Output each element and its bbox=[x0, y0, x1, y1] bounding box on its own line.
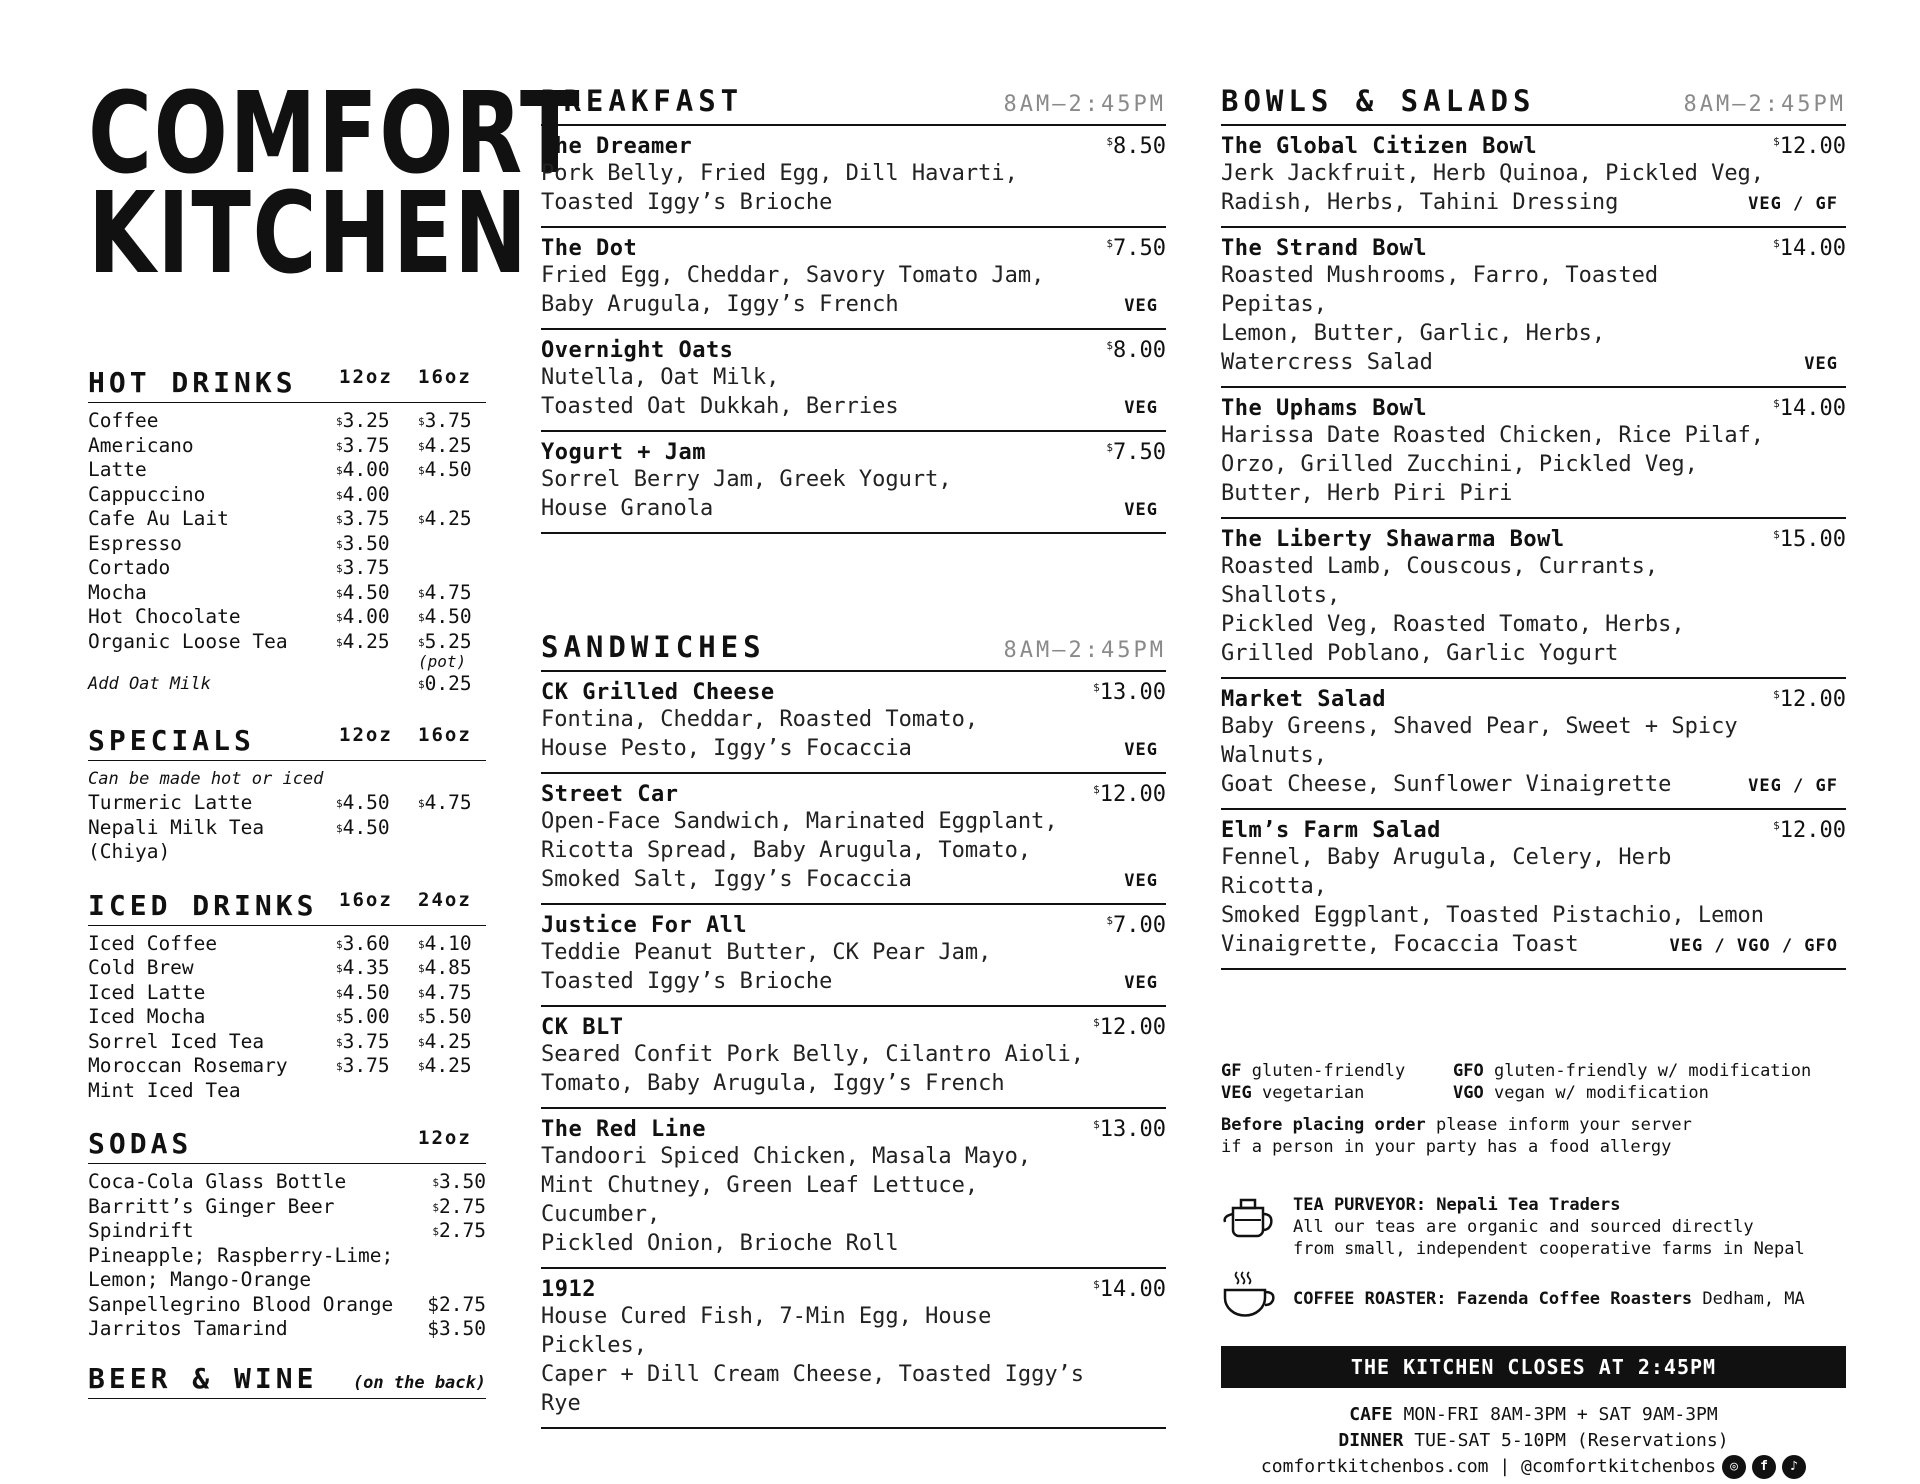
drink-name: Turmeric Latte bbox=[88, 791, 253, 814]
price: $5.00 bbox=[336, 1005, 390, 1028]
drink-name: Cappuccino bbox=[88, 482, 206, 506]
item-name: The Strand Bowl bbox=[1221, 236, 1428, 261]
logo-line-1: COMFORT bbox=[88, 69, 582, 199]
drink-name: Iced Latte bbox=[88, 980, 206, 1004]
tea-text: All our teas are organic and sourced directly bbox=[1293, 1217, 1754, 1237]
price: $0.25 bbox=[418, 671, 472, 695]
item-description: Open-Face Sandwich, Marinated Eggplant, Ricotta Spread, Baby Arugula, Tomato, Smoked Salt, Iggy’s Focaccia bbox=[541, 809, 1058, 892]
dietary-tag: VEG bbox=[1124, 871, 1158, 891]
drink-row bbox=[88, 956, 486, 981]
specials-list bbox=[88, 761, 486, 865]
menu-item bbox=[541, 228, 1166, 330]
drink-row bbox=[88, 409, 486, 434]
size-label: 16oz bbox=[339, 888, 393, 911]
drink-name: Cafe Au Lait bbox=[88, 507, 229, 530]
item-name: Overnight Oats bbox=[541, 338, 734, 363]
item-description: Pork Belly, Fried Egg, Dill Havarti, Toasted Iggy’s Brioche bbox=[541, 161, 1018, 215]
item-name: Yogurt + Jam bbox=[541, 440, 706, 465]
facebook-icon[interactable]: f bbox=[1752, 1455, 1776, 1479]
instagram-icon[interactable]: ◎ bbox=[1722, 1455, 1746, 1479]
cafe-hours: MON-FRI 8AM-3PM + SAT 9AM-3PM bbox=[1403, 1404, 1718, 1425]
menu-item bbox=[1221, 228, 1846, 388]
sodas-header bbox=[88, 1127, 486, 1164]
item-name: The Uphams Bowl bbox=[1221, 396, 1428, 421]
soda-row bbox=[88, 1195, 486, 1220]
sandwiches-header bbox=[541, 630, 1166, 672]
item-price: $7.50 bbox=[1106, 440, 1166, 465]
dietary-tag: VEG / GF bbox=[1748, 776, 1838, 796]
item-description: Teddie Peanut Butter, CK Pear Jam, Toasted Iggy’s Brioche bbox=[541, 940, 992, 994]
item-price: $12.00 bbox=[1093, 782, 1166, 807]
price: $3.75 bbox=[418, 409, 472, 432]
item-price: $15.00 bbox=[1773, 527, 1846, 552]
allergy-text: please inform your server bbox=[1435, 1115, 1692, 1135]
drink-name: Hot Chocolate bbox=[88, 605, 241, 628]
soda-row bbox=[88, 1293, 486, 1318]
drink-row bbox=[88, 1005, 486, 1030]
drink-name: Organic Loose Tea bbox=[88, 629, 288, 653]
breakfast-hours: 8AM–2:45PM bbox=[1003, 92, 1166, 117]
add-oat-milk-row bbox=[88, 672, 486, 700]
soda-name: Jarritos Tamarind bbox=[88, 1317, 288, 1340]
item-description: Roasted Mushrooms, Farro, Toasted Pepitas, Lemon, Butter, Garlic, Herbs, Watercress Salad bbox=[1221, 263, 1659, 375]
tea-purveyor bbox=[1221, 1194, 1846, 1260]
specials-note: Can be made hot or iced bbox=[88, 768, 324, 789]
price: $4.50 bbox=[418, 605, 472, 628]
item-price: $13.00 bbox=[1093, 1117, 1166, 1142]
price: $4.75 bbox=[418, 980, 472, 1004]
bowls-list bbox=[1221, 126, 1846, 970]
menu-item bbox=[541, 1007, 1166, 1109]
coffee-roaster bbox=[1221, 1270, 1846, 1310]
menu-item bbox=[541, 774, 1166, 905]
item-name: Justice For All bbox=[541, 913, 748, 938]
price: $4.50 bbox=[336, 580, 390, 604]
drink-name: Iced Coffee bbox=[88, 931, 218, 955]
hours-info bbox=[1221, 1402, 1846, 1480]
price: $4.00 bbox=[336, 482, 390, 506]
right-column bbox=[1221, 84, 1846, 1480]
iced-drinks-title: ICED DRINKS bbox=[88, 888, 318, 922]
social-row bbox=[1221, 1454, 1846, 1480]
price: $4.25 bbox=[418, 507, 472, 530]
drink-row bbox=[88, 932, 486, 957]
size-label: 12oz bbox=[339, 366, 393, 388]
price: $2.75 bbox=[427, 1292, 486, 1316]
menu-item bbox=[1221, 679, 1846, 810]
item-price: $14.00 bbox=[1773, 236, 1846, 261]
sandwiches-title: SANDWICHES bbox=[541, 630, 766, 664]
specials-title: SPECIALS bbox=[88, 723, 255, 757]
drink-row bbox=[88, 605, 486, 630]
price: $3.60 bbox=[336, 931, 390, 955]
drink-row bbox=[88, 791, 486, 816]
drink-name: Latte bbox=[88, 458, 147, 481]
menu-item bbox=[541, 672, 1166, 774]
price: $4.10 bbox=[418, 931, 472, 955]
drink-row bbox=[88, 840, 486, 865]
item-description: Jerk Jackfruit, Herb Quinoa, Pickled Veg, Radish, Herbs, Tahini Dressing bbox=[1221, 161, 1765, 215]
logo-line-2: KITCHEN bbox=[88, 169, 529, 299]
coffee-label: COFFEE ROASTER: Fazenda Coffee Roasters bbox=[1293, 1289, 1693, 1309]
drink-row bbox=[88, 630, 486, 672]
item-name: The Liberty Shawarma Bowl bbox=[1221, 527, 1565, 552]
dietary-tag: VEG bbox=[1124, 973, 1158, 993]
hot-drinks-header bbox=[88, 366, 486, 403]
item-description: Seared Confit Pork Belly, Cilantro Aioli, Tomato, Baby Arugula, Iggy’s French bbox=[541, 1042, 1085, 1096]
item-price: $14.00 bbox=[1773, 396, 1846, 421]
soda-name: Coca-Cola Glass Bottle bbox=[88, 1170, 347, 1193]
item-price: $7.50 bbox=[1106, 236, 1166, 261]
item-description: Fennel, Baby Arugula, Celery, Herb Ricotta, Smoked Eggplant, Toasted Pistachio, Lemon Vinaigrette, Focaccia Toast bbox=[1221, 845, 1765, 957]
drink-row bbox=[88, 1079, 486, 1104]
item-name: The Dot bbox=[541, 236, 638, 261]
item-description: Fontina, Cheddar, Roasted Tomato, House Pesto, Iggy’s Focaccia bbox=[541, 707, 979, 761]
allergy-notice bbox=[1221, 1114, 1846, 1158]
soda-row bbox=[88, 1244, 486, 1269]
legend-text: vegetarian bbox=[1261, 1083, 1365, 1103]
item-name: The Global Citizen Bowl bbox=[1221, 134, 1538, 159]
item-description: Harissa Date Roasted Chicken, Rice Pilaf, Orzo, Grilled Zucchini, Pickled Veg, Butter, Herb Piri Piri bbox=[1221, 423, 1765, 506]
size-label: 16oz bbox=[418, 723, 472, 746]
price: $4.00 bbox=[336, 605, 390, 628]
drink-name: (Chiya) bbox=[88, 840, 171, 863]
bowls-title: BOWLS & SALADS bbox=[1221, 84, 1536, 118]
price: $3.50 bbox=[427, 1317, 486, 1340]
item-name: Market Salad bbox=[1221, 687, 1386, 712]
item-price: $8.00 bbox=[1106, 338, 1166, 363]
dietary-legend bbox=[1221, 1060, 1846, 1104]
drink-name: Americano bbox=[88, 433, 194, 457]
tea-text-2: from small, independent cooperative farms in Nepal bbox=[1293, 1239, 1805, 1259]
soda-name: Sanpellegrino Blood Orange bbox=[88, 1292, 394, 1316]
price: $5.50 bbox=[418, 1005, 472, 1028]
item-price: $8.50 bbox=[1106, 134, 1166, 159]
legend-code: VEG bbox=[1221, 1083, 1252, 1103]
price: $3.75 bbox=[336, 556, 390, 579]
item-name: CK BLT bbox=[541, 1015, 624, 1040]
drink-row bbox=[88, 507, 486, 532]
specials-section bbox=[88, 724, 486, 865]
drink-name: Moroccan Rosemary bbox=[88, 1054, 288, 1077]
hot-drinks-title: HOT DRINKS bbox=[88, 366, 297, 399]
price: $4.25 bbox=[418, 1054, 472, 1077]
menu-item bbox=[541, 1109, 1166, 1269]
allergy-bold: Before placing order bbox=[1221, 1115, 1426, 1135]
pot-note: (pot) bbox=[418, 651, 467, 671]
soda-name: Spindrift bbox=[88, 1219, 194, 1242]
item-price: $12.00 bbox=[1773, 818, 1846, 843]
drink-row bbox=[88, 458, 486, 483]
size-label: 24oz bbox=[418, 888, 472, 911]
kitchen-closes-banner: THE KITCHEN CLOSES AT 2:45PM bbox=[1221, 1346, 1846, 1388]
price: $3.25 bbox=[336, 409, 390, 432]
item-price: $12.00 bbox=[1773, 134, 1846, 159]
sandwiches-hours: 8AM–2:45PM bbox=[1003, 638, 1166, 663]
soda-row bbox=[88, 1268, 486, 1293]
item-description: Baby Greens, Shaved Pear, Sweet + Spicy Walnuts, Goat Cheese, Sunflower Vinaigrette bbox=[1221, 714, 1738, 797]
legend-text: gluten-friendly bbox=[1251, 1061, 1406, 1081]
dinner-hours: TUE-SAT 5-10PM (Reservations) bbox=[1414, 1430, 1729, 1451]
logo bbox=[88, 69, 582, 299]
price: $4.35 bbox=[336, 956, 390, 979]
allergy-text-2: if a person in your party has a food allergy bbox=[1221, 1137, 1672, 1157]
sodas-list bbox=[88, 1164, 486, 1342]
coffee-location: Dedham, MA bbox=[1702, 1289, 1805, 1309]
drink-name: Sorrel Iced Tea bbox=[88, 1029, 265, 1053]
menu-item bbox=[541, 1269, 1166, 1429]
menu-item bbox=[1221, 519, 1846, 679]
dietary-tag: VEG bbox=[1124, 398, 1158, 418]
drink-row bbox=[88, 1030, 486, 1055]
dietary-tag: VEG bbox=[1124, 740, 1158, 760]
hot-drinks-list bbox=[88, 403, 486, 672]
item-description: Fried Egg, Cheddar, Savory Tomato Jam, Baby Arugula, Iggy’s French bbox=[541, 263, 1045, 317]
soda-name: Pineapple; Raspberry-Lime; bbox=[88, 1243, 394, 1267]
item-price: $7.00 bbox=[1106, 913, 1166, 938]
price: $5.25 bbox=[418, 629, 472, 653]
item-description: Roasted Lamb, Couscous, Currants, Shallots, Pickled Veg, Roasted Tomato, Herbs, Grilled Poblano, Garlic Yogurt bbox=[1221, 554, 1685, 666]
item-description: Tandoori Spiced Chicken, Masala Mayo, Mint Chutney, Green Leaf Lettuce, Cucumber, Pickled Onion, Brioche Roll bbox=[541, 1144, 1032, 1256]
iced-drinks-list bbox=[88, 926, 486, 1104]
item-name: 1912 bbox=[541, 1277, 596, 1302]
item-name: Elm’s Farm Salad bbox=[1221, 818, 1441, 843]
breakfast-list bbox=[541, 126, 1166, 534]
website-text[interactable]: comfortkitchenbos.com | @comfortkitchenbos bbox=[1260, 1456, 1717, 1477]
menu-item bbox=[1221, 810, 1846, 970]
price: $4.00 bbox=[336, 458, 390, 481]
dietary-tag: VEG / VGO / GFO bbox=[1669, 936, 1838, 956]
add-oat-milk-label: Add Oat Milk bbox=[88, 673, 211, 694]
legend-text: gluten-friendly w/ modification bbox=[1493, 1061, 1812, 1081]
iced-drinks-header bbox=[88, 889, 486, 926]
size-label: 12oz bbox=[339, 723, 393, 746]
sodas-section bbox=[88, 1127, 486, 1342]
item-description: Nutella, Oat Milk, Toasted Oat Dukkah, Berries bbox=[541, 365, 899, 419]
price: $4.25 bbox=[336, 629, 390, 653]
drink-row bbox=[88, 1054, 486, 1079]
legend-code: GF bbox=[1221, 1061, 1242, 1081]
price: $2.75 bbox=[432, 1194, 486, 1218]
sandwiches-list bbox=[541, 672, 1166, 1429]
dietary-tag: VEG / GF bbox=[1748, 194, 1838, 214]
price: $4.50 bbox=[336, 815, 390, 839]
dietary-tag: VEG bbox=[1124, 500, 1158, 520]
legend-text: vegan w/ modification bbox=[1493, 1083, 1709, 1103]
drink-row bbox=[88, 434, 486, 459]
menu-item bbox=[541, 432, 1166, 534]
menu-item bbox=[541, 126, 1166, 228]
drink-row bbox=[88, 581, 486, 606]
price: $4.50 bbox=[418, 458, 472, 481]
legend-code: GFO bbox=[1453, 1061, 1484, 1081]
price: $3.75 bbox=[336, 433, 390, 457]
dinner-label: DINNER bbox=[1338, 1430, 1404, 1451]
dietary-tag: VEG bbox=[1124, 296, 1158, 316]
breakfast-title: BREAKFAST bbox=[541, 84, 744, 118]
drink-row bbox=[88, 816, 486, 841]
soda-name: Lemon; Mango-Orange bbox=[88, 1268, 312, 1291]
price: $3.75 bbox=[336, 507, 390, 530]
item-name: Street Car bbox=[541, 782, 679, 807]
drink-name: Cortado bbox=[88, 556, 171, 579]
drink-name: Nepali Milk Tea bbox=[88, 815, 265, 839]
menu-item bbox=[541, 330, 1166, 432]
soda-row bbox=[88, 1317, 486, 1342]
price: $4.75 bbox=[418, 791, 472, 814]
item-name: The Dreamer bbox=[541, 134, 693, 159]
item-price: $13.00 bbox=[1093, 680, 1166, 705]
price: $4.25 bbox=[418, 1029, 472, 1053]
hot-drinks-section bbox=[88, 366, 486, 700]
bowls-hours: 8AM–2:45PM bbox=[1683, 92, 1846, 117]
drink-name: Cold Brew bbox=[88, 956, 194, 979]
breakfast-header bbox=[541, 84, 1166, 126]
drink-row bbox=[88, 556, 486, 581]
soda-row bbox=[88, 1219, 486, 1244]
price: $4.75 bbox=[418, 580, 472, 604]
size-label: 16oz bbox=[418, 366, 472, 388]
dietary-tag: VEG bbox=[1804, 354, 1838, 374]
specials-note-row bbox=[88, 767, 486, 792]
soda-row bbox=[88, 1170, 486, 1195]
price: $4.25 bbox=[418, 433, 472, 457]
menu-item bbox=[541, 905, 1166, 1007]
drink-name: Mint Iced Tea bbox=[88, 1078, 241, 1102]
legend-code: VGO bbox=[1453, 1083, 1484, 1103]
price: $3.75 bbox=[336, 1054, 390, 1077]
drink-name: Coffee bbox=[88, 409, 159, 432]
size-label: 12oz bbox=[418, 1127, 472, 1149]
drink-name: Espresso bbox=[88, 531, 182, 555]
item-price: $12.00 bbox=[1093, 1015, 1166, 1040]
iced-drinks-section bbox=[88, 889, 486, 1104]
beer-wine-title: BEER & WINE bbox=[88, 1361, 318, 1395]
price: $3.50 bbox=[432, 1170, 486, 1193]
item-name: CK Grilled Cheese bbox=[541, 680, 775, 705]
price: $2.75 bbox=[432, 1219, 486, 1242]
tiktok-icon[interactable]: ♪ bbox=[1782, 1455, 1806, 1479]
middle-column bbox=[541, 84, 1166, 1429]
item-price: $12.00 bbox=[1773, 687, 1846, 712]
price: $4.50 bbox=[336, 980, 390, 1004]
item-name: The Red Line bbox=[541, 1117, 706, 1142]
bowls-header bbox=[1221, 84, 1846, 126]
beer-wine-header bbox=[88, 1362, 486, 1399]
price: $3.75 bbox=[336, 1029, 390, 1053]
drink-row bbox=[88, 483, 486, 508]
price: $4.85 bbox=[418, 956, 472, 979]
beer-wine-note: (on the back) bbox=[352, 1372, 486, 1393]
specials-header bbox=[88, 724, 486, 761]
teapot-icon bbox=[1221, 1194, 1279, 1248]
item-description: House Cured Fish, 7-Min Egg, House Pickles, Caper + Dill Cream Cheese, Toasted Iggy’s Rye bbox=[541, 1304, 1085, 1416]
drink-name: Mocha bbox=[88, 580, 147, 604]
tea-label: TEA PURVEYOR: Nepali Tea Traders bbox=[1293, 1195, 1621, 1215]
drink-row bbox=[88, 532, 486, 557]
cafe-label: CAFE bbox=[1349, 1404, 1393, 1425]
sodas-title: SODAS bbox=[88, 1127, 193, 1160]
item-price: $14.00 bbox=[1093, 1277, 1166, 1302]
coffee-cup-icon bbox=[1221, 1270, 1279, 1324]
menu-item bbox=[1221, 388, 1846, 519]
price: $4.50 bbox=[336, 791, 390, 814]
drink-row bbox=[88, 981, 486, 1006]
item-description: Sorrel Berry Jam, Greek Yogurt, House Granola bbox=[541, 467, 952, 521]
menu-item bbox=[1221, 126, 1846, 228]
soda-name: Barritt’s Ginger Beer bbox=[88, 1194, 335, 1218]
price: $3.50 bbox=[336, 531, 390, 555]
drink-name: Iced Mocha bbox=[88, 1005, 206, 1028]
